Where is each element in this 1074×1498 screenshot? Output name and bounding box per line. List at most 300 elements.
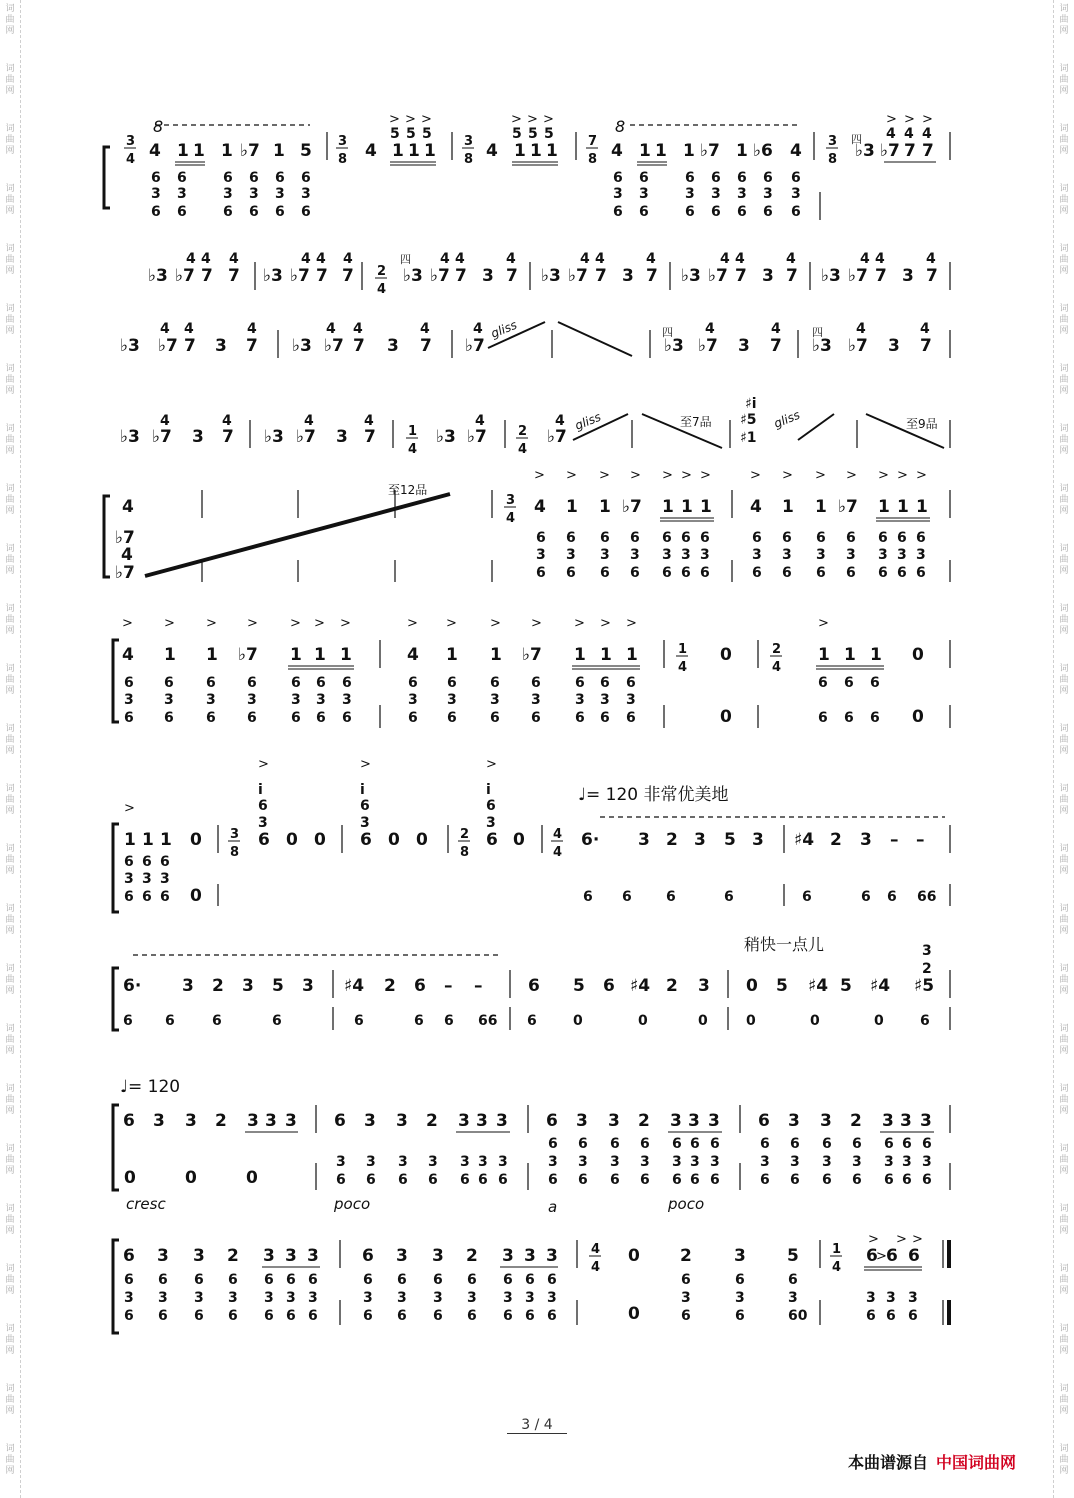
svg-text:7: 7 [875, 266, 887, 286]
svg-text:6: 6 [336, 1172, 346, 1188]
svg-text:6: 6 [818, 710, 828, 726]
svg-text:1: 1 [599, 497, 611, 517]
svg-text:3: 3 [578, 1154, 588, 1170]
svg-text:1: 1 [736, 141, 748, 161]
svg-text:6: 6 [724, 889, 734, 905]
svg-text:6: 6 [690, 1136, 700, 1152]
svg-text:6: 6 [414, 1013, 424, 1029]
svg-text:3: 3 [363, 1290, 373, 1306]
svg-text:1: 1 [655, 141, 667, 161]
watermark-text: 词 曲 网 [1059, 844, 1069, 876]
svg-text:♭7: ♭7 [296, 427, 316, 447]
svg-text:6: 6 [922, 1172, 932, 1188]
svg-text:6: 6 [444, 1013, 454, 1029]
svg-text:>: > [405, 112, 416, 127]
svg-text:♯4: ♯4 [630, 976, 651, 996]
svg-text:7: 7 [316, 266, 328, 286]
svg-text:7: 7 [922, 141, 934, 161]
svg-text:4: 4 [832, 1260, 842, 1275]
svg-text:6: 6 [887, 889, 897, 905]
svg-text:3: 3 [536, 547, 546, 563]
watermark-text: 词 曲 网 [1059, 724, 1069, 756]
watermark-text: 词 曲 网 [5, 604, 15, 636]
svg-text:1: 1 [273, 141, 285, 161]
svg-text:♭3: ♭3 [855, 141, 875, 161]
svg-text:6: 6 [685, 170, 695, 186]
watermark-text: 词 曲 网 [5, 724, 15, 756]
watermark-text: 词 曲 网 [5, 1444, 15, 1476]
svg-text:>: > [876, 1249, 887, 1264]
string-mark: 四 [662, 326, 673, 339]
svg-text:6: 6 [878, 530, 888, 546]
svg-text:4: 4 [160, 413, 170, 429]
svg-text:1: 1 [678, 642, 688, 657]
svg-text:7: 7 [246, 336, 258, 356]
svg-text:6: 6 [124, 1272, 134, 1288]
svg-text:6: 6 [467, 1272, 477, 1288]
site-name[interactable]: 中国词曲网 [936, 1453, 1017, 1472]
svg-text:3: 3 [622, 266, 634, 286]
svg-text:3: 3 [164, 692, 174, 708]
svg-text:3: 3 [902, 266, 914, 286]
svg-text:6: 6 [626, 710, 636, 726]
svg-text:♭7: ♭7 [465, 336, 485, 356]
svg-text:>: > [511, 112, 522, 127]
svg-text:♯1: ♯1 [740, 430, 757, 446]
watermark-text: 词 曲 网 [5, 1384, 15, 1416]
svg-text:6: 6 [490, 710, 500, 726]
svg-text:3: 3 [498, 1154, 508, 1170]
svg-text:3: 3 [467, 1290, 477, 1306]
svg-text:3: 3 [142, 871, 152, 887]
svg-text:3: 3 [157, 1246, 169, 1266]
svg-text:7: 7 [786, 266, 798, 286]
watermark-text: 词 曲 网 [1059, 1084, 1069, 1116]
svg-text:3: 3 [575, 692, 585, 708]
svg-text:6: 6 [791, 204, 801, 220]
svg-text:3: 3 [185, 1111, 197, 1131]
svg-text:3: 3 [738, 336, 750, 356]
watermark-text: 词 曲 网 [1059, 1264, 1069, 1296]
svg-text:6: 6 [490, 675, 500, 691]
svg-text:3: 3 [302, 976, 314, 996]
svg-text:0: 0 [638, 1013, 648, 1029]
svg-text:4: 4 [580, 251, 590, 267]
svg-text:6: 6 [164, 675, 174, 691]
svg-text:1: 1 [160, 830, 172, 850]
svg-text:3: 3 [396, 1246, 408, 1266]
svg-text:6: 6 [852, 1136, 862, 1152]
svg-text:6: 6 [503, 1308, 513, 1324]
svg-text:0: 0 [573, 1013, 583, 1029]
svg-text:6: 6 [247, 710, 257, 726]
svg-text:6: 6 [360, 830, 372, 850]
svg-text:♭7: ♭7 [158, 336, 178, 356]
svg-text:3: 3 [688, 1111, 700, 1131]
svg-text:0: 0 [912, 707, 924, 727]
svg-text:6: 6 [861, 889, 871, 905]
svg-text:6: 6 [916, 530, 926, 546]
svg-text:6: 6 [460, 1172, 470, 1188]
svg-text:4: 4 [420, 321, 430, 337]
svg-text:0: 0 [746, 976, 758, 996]
svg-text:6: 6 [547, 1272, 557, 1288]
svg-text:♭7: ♭7 [848, 336, 868, 356]
svg-text:3: 3 [496, 1111, 508, 1131]
svg-text:3: 3 [428, 1154, 438, 1170]
svg-text:6: 6 [866, 1308, 876, 1324]
svg-text:7: 7 [735, 266, 747, 286]
svg-text:1: 1 [815, 497, 827, 517]
svg-text:6: 6 [486, 830, 498, 850]
gliss-label: gliss [488, 317, 519, 341]
svg-text:3: 3 [608, 1111, 620, 1131]
svg-text:6: 6 [818, 675, 828, 691]
svg-text:3: 3 [548, 1154, 558, 1170]
svg-text:♭3: ♭3 [664, 336, 684, 356]
svg-text:1: 1 [782, 497, 794, 517]
svg-text:3: 3 [338, 134, 348, 149]
svg-text:>: > [164, 616, 175, 631]
svg-text:6: 6 [398, 1172, 408, 1188]
svg-text:6: 6 [737, 204, 747, 220]
svg-text:6: 6 [397, 1308, 407, 1324]
svg-text:2: 2 [215, 1111, 227, 1131]
svg-text:♭7: ♭7 [115, 528, 135, 548]
svg-text:3: 3 [820, 1111, 832, 1131]
svg-text:6: 6 [600, 675, 610, 691]
svg-text:6: 6 [123, 1246, 135, 1266]
svg-text:1: 1 [206, 645, 218, 665]
svg-text:♭7: ♭7 [880, 141, 900, 161]
svg-text:>: > [846, 468, 857, 483]
dynamic-a: a [548, 1198, 558, 1216]
octave-mark: 8 [153, 117, 164, 136]
svg-text:6: 6 [536, 565, 546, 581]
svg-text:4: 4 [455, 251, 465, 267]
svg-text:6: 6 [408, 710, 418, 726]
svg-text:>: > [124, 801, 135, 816]
svg-text:0: 0 [314, 830, 326, 850]
svg-text:♭7: ♭7 [700, 141, 720, 161]
svg-text:6: 6 [334, 1111, 346, 1131]
svg-text:>: > [886, 112, 897, 127]
svg-text:3: 3 [158, 1290, 168, 1306]
svg-text:3: 3 [710, 1154, 720, 1170]
svg-text:6: 6 [525, 1308, 535, 1324]
tempo-marking-1: ♩= 120 非常优美地 [578, 785, 729, 805]
svg-text:6: 6 [846, 565, 856, 581]
svg-text:3: 3 [408, 692, 418, 708]
svg-text:6: 6 [428, 1172, 438, 1188]
source-label: 本曲谱源自 [848, 1453, 929, 1472]
svg-text:4: 4 [534, 497, 546, 517]
svg-text:6: 6 [802, 889, 812, 905]
watermark-text: 词 曲 网 [5, 304, 15, 336]
svg-text:♭3: ♭3 [812, 336, 832, 356]
svg-text:3: 3 [126, 134, 136, 149]
svg-text:2: 2 [680, 1246, 692, 1266]
svg-text:6: 6 [852, 1172, 862, 1188]
svg-text:0: 0 [185, 1168, 197, 1188]
svg-text:6: 6 [613, 204, 623, 220]
svg-text:♯i: ♯i [745, 396, 757, 412]
svg-text:3: 3 [396, 1111, 408, 1131]
svg-text:6: 6 [700, 530, 710, 546]
svg-text:5: 5 [840, 976, 852, 996]
svg-text:♭7: ♭7 [547, 427, 567, 447]
svg-text:>: > [486, 757, 497, 772]
svg-text:3: 3 [264, 1290, 274, 1306]
svg-text:6: 6 [600, 530, 610, 546]
svg-text:4: 4 [121, 545, 133, 565]
svg-text:4: 4 [920, 321, 930, 337]
svg-text:2: 2 [384, 976, 396, 996]
svg-text:3: 3 [734, 1246, 746, 1266]
svg-text:6: 6 [600, 710, 610, 726]
svg-text:3: 3 [681, 547, 691, 563]
svg-text:6: 6 [498, 1172, 508, 1188]
svg-text:1: 1 [683, 141, 695, 161]
svg-text:i: i [360, 782, 365, 798]
svg-text:3: 3 [230, 827, 240, 842]
svg-text:2: 2 [518, 424, 528, 439]
dynamic-poco-2: poco [668, 1195, 705, 1213]
svg-text:4: 4 [365, 141, 377, 161]
svg-text:♭3: ♭3 [264, 427, 284, 447]
svg-text:6: 6 [342, 710, 352, 726]
svg-text:3: 3 [788, 1111, 800, 1131]
svg-text:3: 3 [460, 1154, 470, 1170]
svg-text:3: 3 [762, 266, 774, 286]
watermark-text: 词 曲 网 [1059, 604, 1069, 636]
svg-text:–: – [890, 830, 899, 850]
svg-text:4: 4 [772, 660, 782, 675]
svg-text:♭3: ♭3 [403, 266, 423, 286]
svg-text:4: 4 [353, 321, 363, 337]
svg-text:1: 1 [490, 645, 502, 665]
svg-text:1: 1 [446, 645, 458, 665]
svg-text:6: 6 [414, 976, 426, 996]
svg-text:2: 2 [466, 1246, 478, 1266]
svg-text:>: > [389, 112, 400, 127]
svg-text:♭3: ♭3 [436, 427, 456, 447]
svg-text:6: 6 [752, 530, 762, 546]
svg-text:6: 6 [363, 1272, 373, 1288]
svg-text:6: 6 [603, 976, 615, 996]
svg-text:>: > [543, 112, 554, 127]
svg-text:3: 3 [525, 1290, 535, 1306]
svg-text:4: 4 [326, 321, 336, 337]
svg-text:6: 6 [844, 675, 854, 691]
svg-text:6: 6 [575, 710, 585, 726]
svg-text:3: 3 [897, 547, 907, 563]
svg-text:6: 6 [363, 1308, 373, 1324]
svg-text:7: 7 [646, 266, 658, 286]
svg-text:3: 3 [788, 1290, 798, 1306]
svg-text:7: 7 [364, 427, 376, 447]
svg-text:3: 3 [610, 1154, 620, 1170]
svg-text:7: 7 [770, 336, 782, 356]
svg-text:3: 3 [249, 186, 259, 202]
svg-text:♭7: ♭7 [324, 336, 344, 356]
svg-text:6: 6 [878, 565, 888, 581]
svg-text:>: > [878, 468, 889, 483]
svg-text:1: 1 [566, 497, 578, 517]
svg-text:>: > [206, 616, 217, 631]
svg-text:1: 1 [514, 141, 526, 161]
svg-text:3: 3 [366, 1154, 376, 1170]
svg-text:>: > [258, 757, 269, 772]
svg-text:4: 4 [343, 251, 353, 267]
svg-text:3: 3 [916, 547, 926, 563]
svg-text:3: 3 [626, 692, 636, 708]
svg-text:4: 4 [506, 511, 516, 526]
svg-text:4: 4 [771, 321, 781, 337]
svg-text:3: 3 [447, 692, 457, 708]
svg-text:♯4: ♯4 [808, 976, 829, 996]
svg-text:3: 3 [524, 1246, 536, 1266]
svg-text:3: 3 [307, 1246, 319, 1266]
svg-text:♭3: ♭3 [821, 266, 841, 286]
svg-text:7: 7 [588, 134, 598, 149]
svg-text:7: 7 [926, 266, 938, 286]
svg-text:0: 0 [874, 1013, 884, 1029]
svg-text:4: 4 [860, 251, 870, 267]
svg-text:3: 3 [860, 830, 872, 850]
svg-text:6: 6 [548, 1136, 558, 1152]
octave-mark-2: 8 [615, 117, 626, 136]
svg-text:3: 3 [828, 134, 838, 149]
svg-text:6: 6 [735, 1272, 745, 1288]
svg-text:6: 6 [613, 170, 623, 186]
svg-text:4: 4 [720, 251, 730, 267]
svg-text:3: 3 [360, 815, 370, 831]
svg-text:3: 3 [920, 1111, 932, 1131]
svg-text:6: 6 [711, 204, 721, 220]
svg-text:6: 6 [264, 1308, 274, 1324]
svg-text:>: > [630, 468, 641, 483]
svg-text:7: 7 [184, 336, 196, 356]
svg-text:3: 3 [387, 336, 399, 356]
svg-text:4: 4 [611, 141, 623, 161]
svg-text:0: 0 [190, 886, 202, 906]
svg-text:6: 6 [123, 1013, 133, 1029]
svg-text:6: 6 [884, 1172, 894, 1188]
svg-text:6: 6 [610, 1172, 620, 1188]
svg-text:6: 6 [639, 170, 649, 186]
svg-text:>: > [247, 616, 258, 631]
svg-text:3: 3 [503, 1290, 513, 1306]
svg-text:6: 6 [258, 830, 270, 850]
svg-text:3: 3 [263, 1246, 275, 1266]
svg-text:3: 3 [685, 186, 695, 202]
svg-text:6: 6 [433, 1272, 443, 1288]
svg-text:6: 6 [151, 204, 161, 220]
svg-text:>: > [566, 468, 577, 483]
svg-text:6: 6 [578, 1172, 588, 1188]
svg-text:♭3: ♭3 [120, 336, 140, 356]
svg-text:>: > [599, 468, 610, 483]
svg-text:♭3: ♭3 [263, 266, 283, 286]
svg-text:3: 3 [822, 1154, 832, 1170]
svg-text:>: > [446, 616, 457, 631]
svg-text:>: > [750, 468, 761, 483]
svg-text:4: 4 [553, 845, 563, 860]
svg-text:3: 3 [662, 547, 672, 563]
watermark-text: 词 曲 网 [1059, 304, 1069, 336]
dynamic-poco: poco [334, 1195, 371, 1213]
svg-text:3: 3 [490, 692, 500, 708]
svg-text:6: 6 [447, 675, 457, 691]
svg-text:3: 3 [600, 547, 610, 563]
svg-text:7: 7 [420, 336, 432, 356]
svg-text:7: 7 [222, 427, 234, 447]
svg-text:6: 6 [681, 1308, 691, 1324]
svg-text:6: 6 [640, 1136, 650, 1152]
svg-text:3: 3 [486, 815, 496, 831]
svg-text:6: 6 [527, 1013, 537, 1029]
svg-text:6: 6 [916, 565, 926, 581]
svg-text:5: 5 [512, 126, 522, 142]
watermark-text: 词 曲 网 [1059, 1204, 1069, 1236]
svg-text:>: > [421, 112, 432, 127]
svg-text:5: 5 [724, 830, 736, 850]
svg-text:4: 4 [786, 251, 796, 267]
svg-text:♭7: ♭7 [152, 427, 172, 447]
watermark-text: 词 曲 网 [5, 844, 15, 876]
svg-text:8: 8 [230, 845, 240, 860]
svg-text:3: 3 [160, 871, 170, 887]
source-credit [848, 1450, 1016, 1473]
svg-text:>: > [782, 468, 793, 483]
svg-text:>: > [904, 112, 915, 127]
svg-text:1: 1 [290, 645, 302, 665]
watermark-text: 词 曲 网 [5, 1324, 15, 1356]
svg-text:3: 3 [482, 266, 494, 286]
svg-text:6: 6 [124, 854, 134, 870]
svg-text:6: 6 [408, 675, 418, 691]
svg-text:1: 1 [340, 645, 352, 665]
svg-text:3: 3 [193, 1246, 205, 1266]
svg-text:6: 6 [711, 170, 721, 186]
svg-text:6: 6 [301, 170, 311, 186]
svg-text:>: > [922, 112, 933, 127]
svg-text:0: 0 [720, 645, 732, 665]
svg-text:♭7: ♭7 [467, 427, 487, 447]
svg-text:8: 8 [460, 845, 470, 860]
svg-text:66: 66 [478, 1013, 498, 1029]
svg-text:3: 3 [760, 1154, 770, 1170]
watermark-text: 词 曲 网 [5, 1024, 15, 1056]
svg-text:6: 6 [752, 565, 762, 581]
svg-text:3: 3 [182, 976, 194, 996]
svg-text:6: 6 [342, 675, 352, 691]
svg-text:4: 4 [875, 251, 885, 267]
svg-text:6: 6 [177, 170, 187, 186]
tempo-marking-2: ♩= 120 [120, 1077, 181, 1097]
svg-text:6: 6 [790, 1172, 800, 1188]
watermark-text: 词 曲 网 [5, 964, 15, 996]
svg-text:7: 7 [201, 266, 213, 286]
svg-text:7: 7 [904, 141, 916, 161]
svg-text:3: 3 [922, 943, 932, 959]
svg-text:6: 6 [685, 204, 695, 220]
svg-text:7: 7 [595, 266, 607, 286]
watermark-text: 词 曲 网 [5, 244, 15, 276]
watermark-text: 词 曲 网 [5, 664, 15, 696]
watermark-text: 词 曲 网 [1059, 1144, 1069, 1176]
